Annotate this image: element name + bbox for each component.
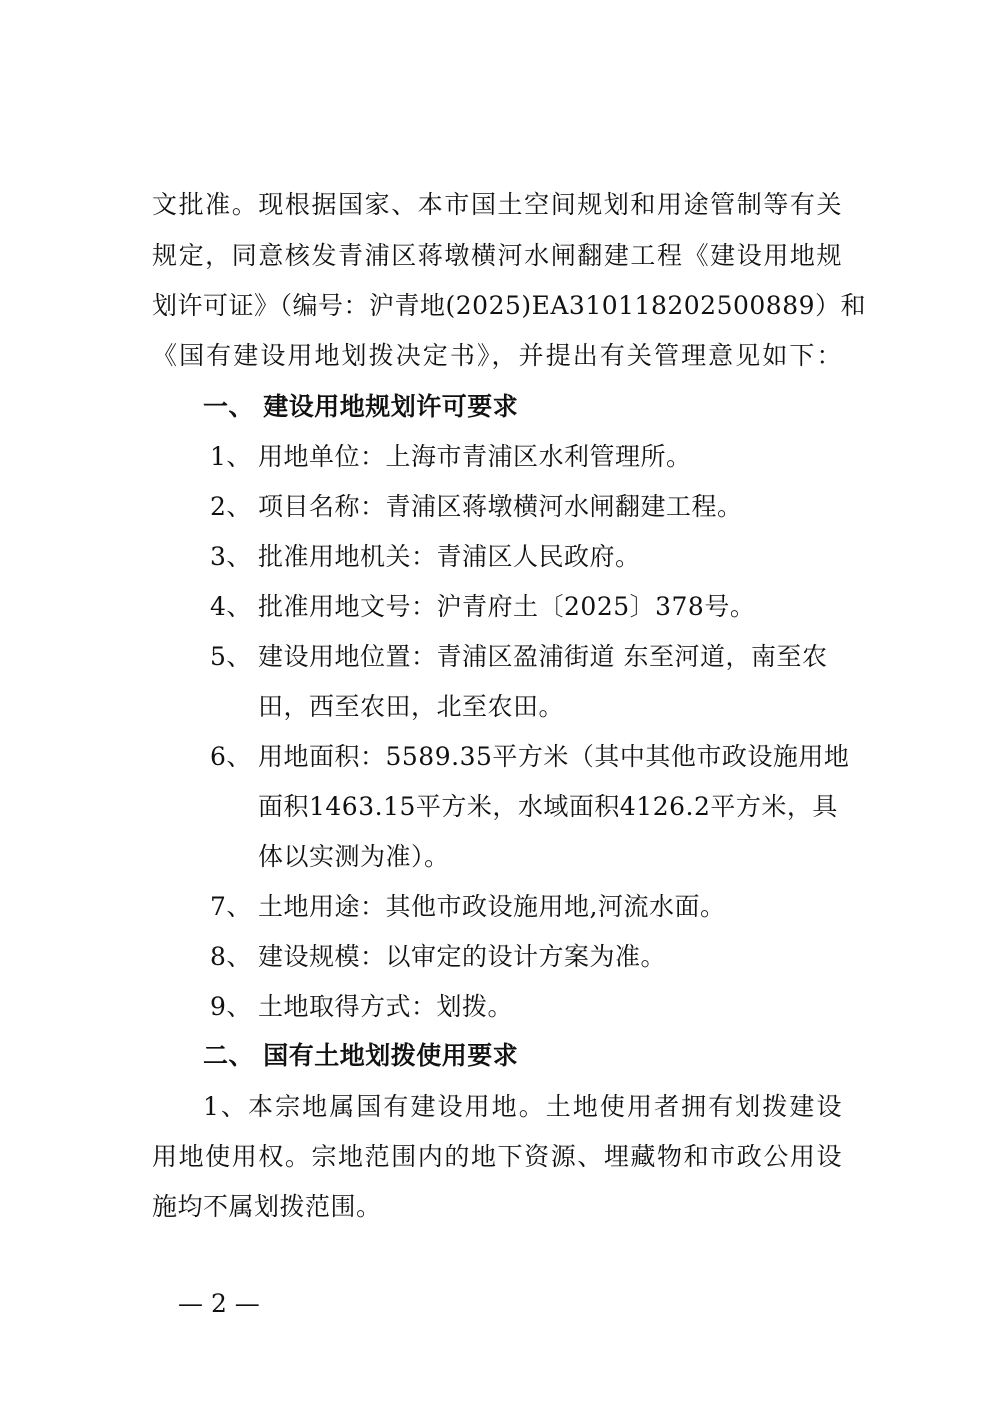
intro-line-2: 规定，同意核发青浦区蒋墩横河水闸翻建工程《建设用地规 (152, 241, 842, 270)
list-item-number: 6、 (210, 742, 252, 771)
section-2-line-3: 施均不属划拨范围。 (152, 1192, 382, 1221)
list-item-number: 9、 (210, 992, 252, 1021)
list-item-text: 项目名称：青浦区蒋墩横河水闸翻建工程。 (258, 492, 743, 521)
list-item (0, 740, 992, 874)
page-number: — 2 — (178, 1289, 260, 1318)
list-item (0, 440, 992, 474)
list-item-text: 批准用地机关：青浦区人民政府。 (258, 542, 641, 571)
intro-line-3: 划许可证》（编号：沪青地(2025)EA310118202500889）和 (152, 291, 867, 320)
section-1-heading: 一、 建设用地规划许可要求 (203, 392, 519, 421)
list-item-number: 1、 (210, 442, 252, 471)
list-item-text: 用地单位：上海市青浦区水利管理所。 (258, 442, 692, 471)
list-item-number: 5、 (210, 642, 252, 671)
list-item-text-continued: 面积1463.15平方米，水域面积4126.2平方米，具 (258, 792, 838, 821)
section-2-line-1: 1、本宗地属国有建设用地。土地使用者拥有划拨建设 (203, 1092, 842, 1121)
list-item-text: 批准用地文号：沪青府土〔2025〕378号。 (258, 592, 756, 621)
list-item-text: 土地取得方式：划拨。 (258, 992, 514, 1021)
intro-line-1: 文批准。现根据国家、本市国土空间规划和用途管制等有关 (152, 190, 842, 219)
list-item (0, 590, 992, 624)
list-item (0, 490, 992, 524)
section-2-heading: 二、 国有土地划拨使用要求 (203, 1041, 519, 1070)
list-item-text: 建设规模：以审定的设计方案为准。 (258, 942, 667, 971)
list-item (0, 890, 992, 924)
list-item (0, 640, 992, 724)
section-2-line-2: 用地使用权。宗地范围内的地下资源、埋藏物和市政公用设 (152, 1142, 842, 1171)
list-item-text: 土地用途：其他市政设施用地,河流水面。 (258, 892, 726, 921)
list-item-text-continued: 体以实测为准）。 (258, 842, 450, 871)
list-item-number: 3、 (210, 542, 252, 571)
list-item (0, 540, 992, 574)
list-item-text: 用地面积：5589.35平方米（其中其他市政设施用地 (258, 742, 850, 771)
list-item (0, 940, 992, 974)
intro-line-4: 《国有建设用地划拨决定书》，并提出有关管理意见如下： (152, 341, 842, 370)
list-item-text-continued: 田，西至农田，北至农田。 (258, 692, 565, 721)
list-item-number: 4、 (210, 592, 252, 621)
list-item (0, 990, 992, 1024)
list-item-text: 建设用地位置：青浦区盈浦街道 东至河道，南至农 (258, 642, 828, 671)
list-item-number: 8、 (210, 942, 252, 971)
list-item-number: 2、 (210, 492, 252, 521)
list-item-number: 7、 (210, 892, 252, 921)
